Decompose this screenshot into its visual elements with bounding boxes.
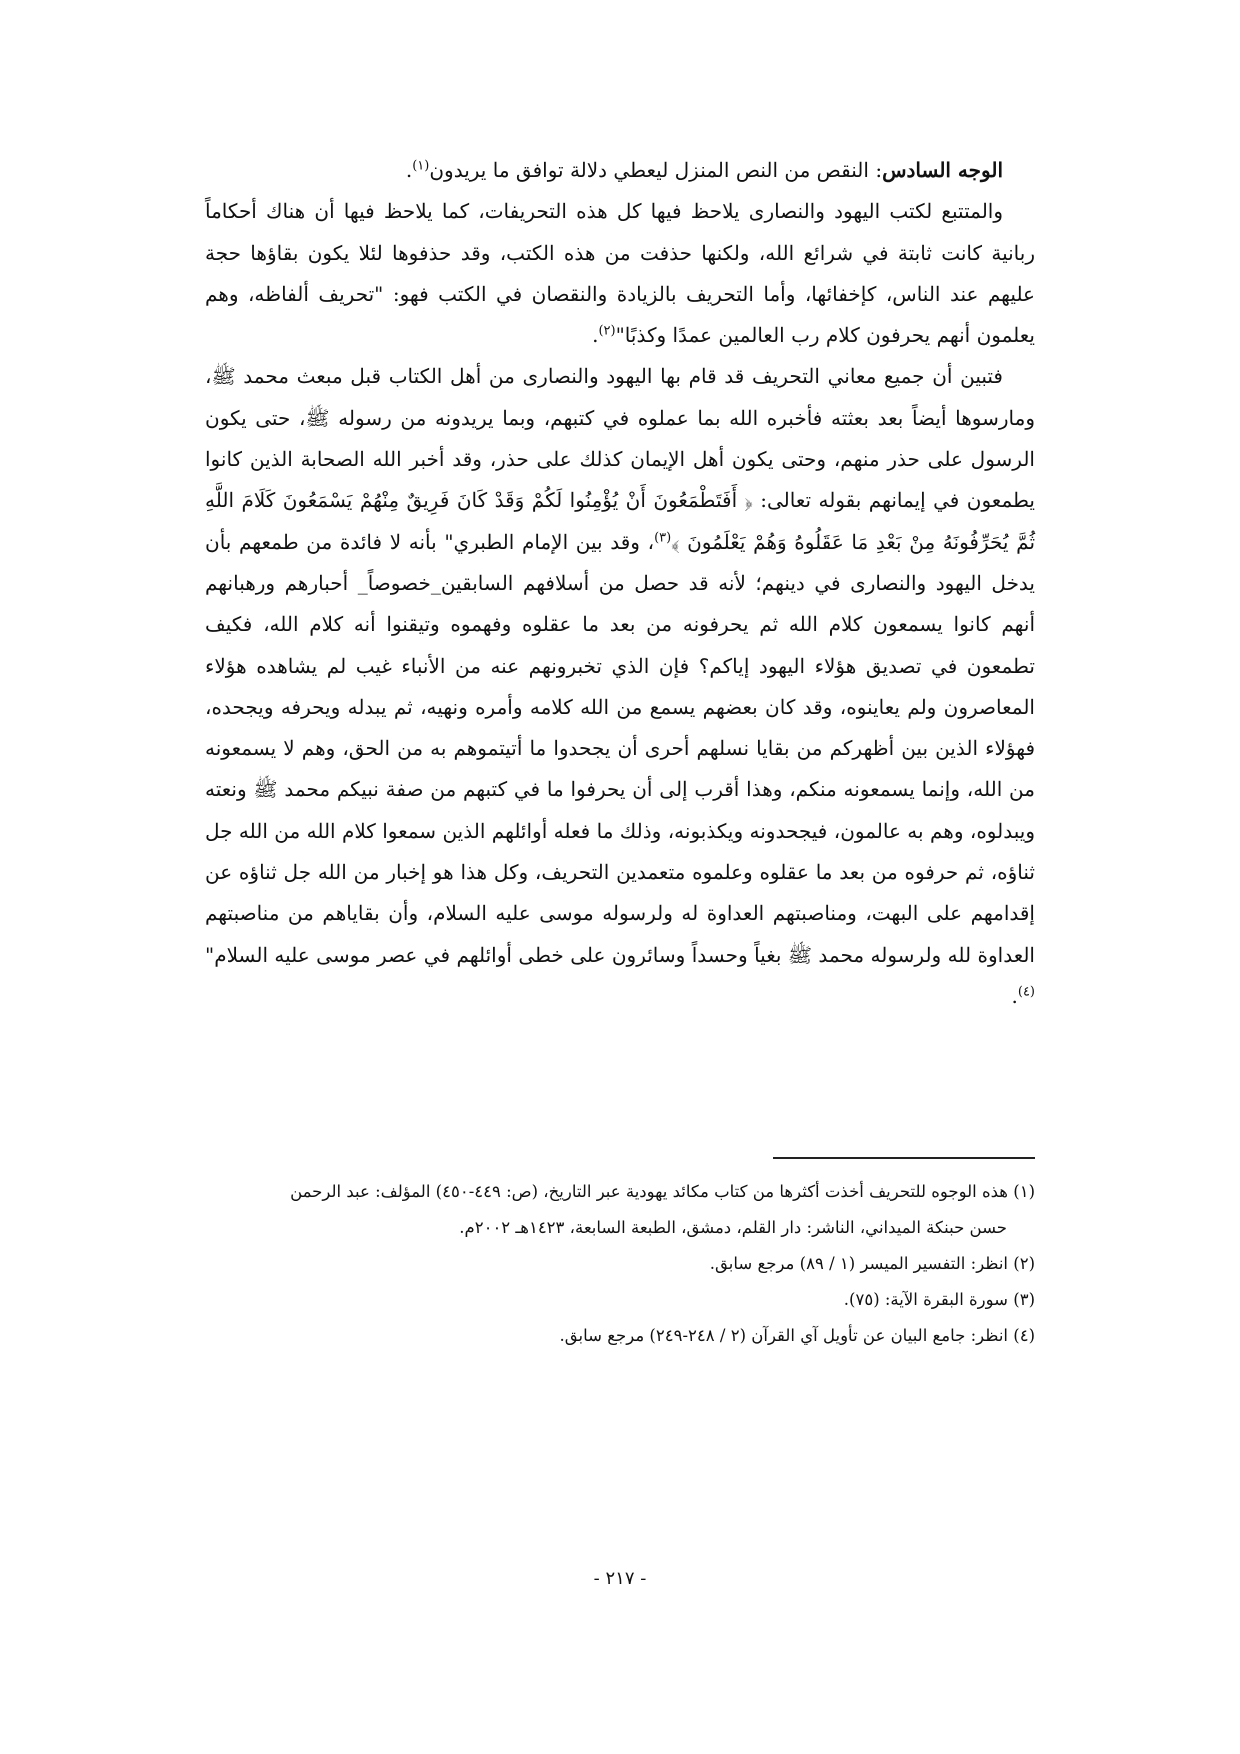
footnote-separator — [773, 1157, 1035, 1159]
footnotes — [205, 1174, 1035, 1354]
paragraph-2-text: والمتتبع لكتب اليهود والنصارى يلاحظ فيها كل هذه التحريفات، كما يلاحظ فيها أن هناك أحكاماً ربانية كانت ثابتة في شرائع الله، ولكنها حذفت من هذه الكتب، وقد حذفوها لئلا يكون بقاؤها حجة عليهم عند الناس، كإخفائها، وأما التحريف بالزيادة والنقصان في الكتب فهو: "تحريف ألفاظه، وهم يعلمون أنهم يحرفون كلام رب العالمين عمدًا وكذبًا" — [205, 199, 1035, 348]
footnote-3: (٣) سورة البقرة الآية: (٧٥). — [843, 1290, 1035, 1309]
footnote-1-continued: حسن حبنكة الميداني، الناشر: دار القلم، دمشق، الطبعة السابعة، ١٤٢٣هـ ٢٠٠٢م. — [459, 1218, 1007, 1237]
paragraph-1 — [205, 150, 1035, 191]
footnote-ref-4[interactable]: (٤) — [1017, 984, 1035, 1000]
paragraph-3-text-b: ، وقد بين الإمام الطبري" بأنه لا فائدة من طمعهم بأن يدخل اليهود والنصارى في دينهم؛ لأنه قد حصل من أسلافهم السابقين_خصوصاً_ أحبارهم ورهبانهم أنهم كانوا يسمعون كلام الله ثم يحرفونه من بعد ما عقلوه وفهموه وتيقنوا أنه كلام الله، فكيف تطمعون في تصديق هؤلاء اليهود إياكم؟ فإن الذي تخبرونهم عنه من الأنباء غيب لم يشاهده هؤلاء المعاصرون ولم يعاينوه، وقد كان بعضهم يسمع من الله كلامه وأمره ونهيه، ثم يبدله ويحرفه ويجحده، فهؤلاء الذين بين أظهركم من بقايا نسلهم أحرى أن يجحدوا ما أتيتموهم به من الحق، وهم لا يسمعونه من الله، وإنما يسمعونه منكم، وهذا أقرب إلى أن يحرفوا ما في كتبهم من صفة نبيكم محمد ﷺ ونعته ويبدلوه، وهم به عالمون، فيجحدونه ويكذبونه، وذلك ما فعله أوائلهم الذين سمعوا كلام الله من الله جل ثناؤه، ثم حرفوه من بعد ما عقلوه وعلموه متعمدين التحريف، وكل هذا هو إخبار من الله جل ثناؤه عن إقدامهم على البهت، ومناصبتهم العداوة له ولرسوله موسى عليه السلام، وأن بقاياهم من مناصبتهم العداوة لله ولرسوله محمد ﷺ بغياً وحسداً وسائرون على خطى أوائلهم في عصر موسى عليه السلام" — [205, 529, 1035, 967]
footnote-ref-3[interactable]: (٣) — [654, 530, 672, 546]
footnote-4: (٤) انظر: جامع البيان عن تأويل آي القرآن (٢ / ٢٤٨-٢٤٩) مرجع سابق. — [559, 1326, 1035, 1345]
paragraph-3-text-a: فتبين أن جميع معاني التحريف قد قام بها اليهود والنصارى من أهل الكتاب قبل مبعث محمد ﷺ، ومارسوها أيضاً بعد بعثته فأخبره الله بما عملوه في كتبهم، وبما يريدونه من رسوله ﷺ، حتى يكون الرسول على حذر منهم، وحتى يكون أهل الإيمان كذلك على حذر، وقد أخبر الله الصحابة الذين كانوا يطمعون في إيمانهم بقوله تعالى: — [205, 364, 1035, 513]
paragraph-1-text: : النقص من النص المنزل ليعطي دلالة توافق ما يريدون — [429, 158, 883, 182]
main-text — [205, 150, 1035, 1017]
footnote-1: (١) هذه الوجوه للتحريف أخذت أكثرها من كتاب مكائد يهودية عبر التاريخ، (ص: ٤٤٩-٤٥٠) المؤلف: عبد الرحمن — [290, 1182, 1035, 1201]
page-number: - ٢١٧ - — [593, 1568, 647, 1589]
paragraph-1-end: . — [405, 158, 413, 182]
paragraph-2-end: . — [592, 323, 599, 348]
paragraph-3-end: . — [1011, 983, 1018, 1008]
section-heading: الوجه السادس — [882, 158, 1003, 182]
footnote-2: (٢) انظر: التفسير الميسر (١ / ٨٩) مرجع سابق. — [709, 1254, 1035, 1273]
footnote-ref-1[interactable]: (١) — [412, 158, 430, 174]
quran-verse: ﴿ أَفَتَطْمَعُونَ أَنْ يُؤْمِنُوا لَكُمْ وَقَدْ كَانَ فَرِيقٌ مِنْهُمْ يَسْمَعُونَ كَلَامَ اللَّهِ ثُمَّ يُحَرِّفُونَهُ مِنْ بَعْدِ مَا عَقَلُوهُ وَهُمْ يَعْلَمُونَ ﴾ — [205, 488, 1036, 554]
paragraph-3 — [205, 356, 1035, 1017]
footnote-ref-2[interactable]: (٢) — [598, 323, 616, 339]
paragraph-2 — [205, 191, 1035, 356]
